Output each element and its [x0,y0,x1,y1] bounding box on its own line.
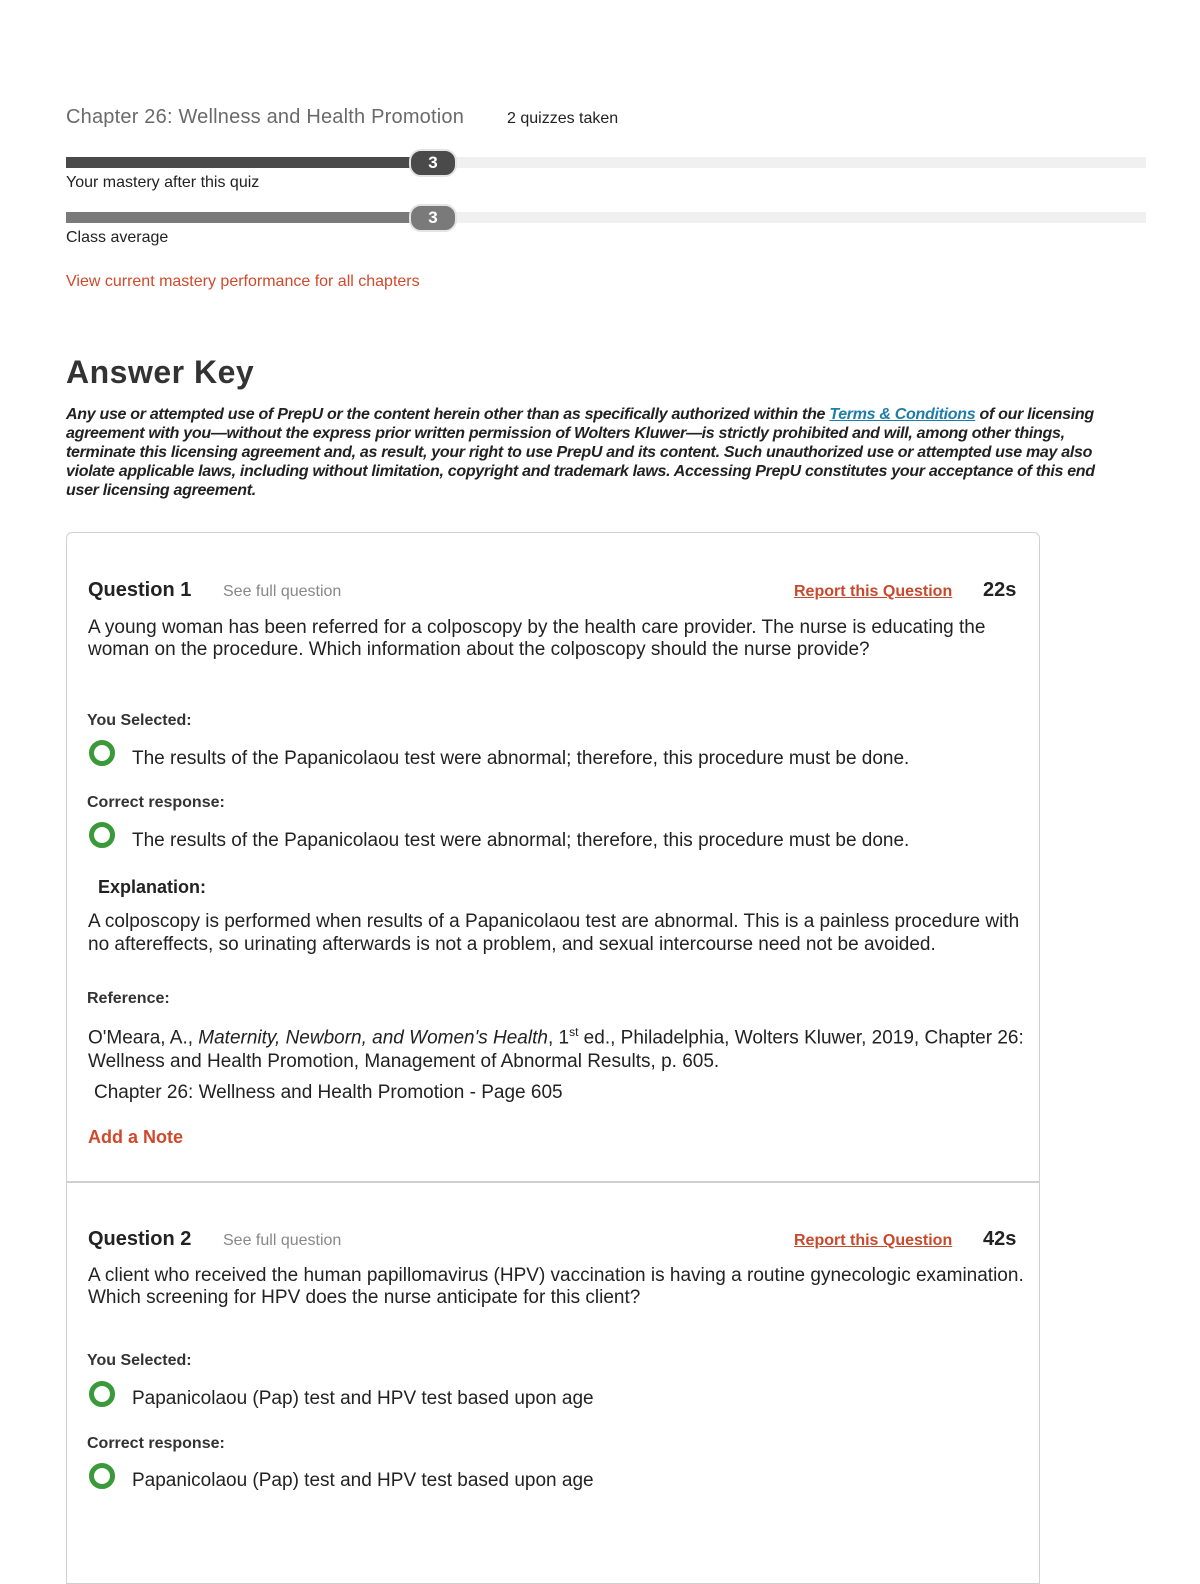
correct-circle-icon [89,740,115,766]
view-mastery-link[interactable]: View current mastery performance for all chapters [66,273,420,290]
question-text: A young woman has been referred for a colposcopy by the health care provider. The nurse is educating the woman on the procedure. Which information about the colposcopy should the nurse provide? [88,617,986,660]
correct-response-label: Correct response: [87,794,225,811]
legal-text-end: of our licensing agreement with you—without the express prior written permission of Wolters Kluwer—is strictly prohibited and will, among other things, terminate this licensing agreement and, as result, your right to use PrepU and its content. Such unauthorized use or attempted use may also violate applicable laws, including without limitation, copyright and trademark laws. Accessing PrepU constitutes your acceptance of this end user licensing agreement. [66,406,1095,499]
question-time: 22s [983,579,1017,601]
reference-label: Reference: [87,990,170,1007]
correct-circle-icon [89,822,115,848]
question-card [66,532,1040,1182]
see-full-question-link[interactable]: See full question [223,583,342,600]
legal-notice [66,405,1126,500]
you-selected-label: You Selected: [87,1352,192,1369]
question-text: A client who received the human papillomavirus (HPV) vaccination is having a routine gynecologic examination. Which screening for HPV does the nurse anticipate for this client? [88,1265,1024,1308]
reference-book: Maternity, Newborn, and Women's Health [198,1027,548,1049]
class-average-label: Class average [66,229,169,246]
reference-details: ed., Philadelphia, Wolters Kluwer, 2019, Chapter 26: Wellness and Health Promotion, Management of Abnormal Results, p. 605. [88,1027,1024,1073]
mastery-bar [66,153,1146,172]
mastery-label: Your mastery after this quiz [66,174,260,191]
explanation-label: Explanation: [98,877,207,897]
correct-circle-icon [89,1381,115,1407]
chapter-title: Chapter 26: Wellness and Health Promotion [66,106,465,128]
correct-answer: The results of the Papanicolaou test were abnormal; therefore, this procedure must be done. [132,830,910,851]
reference-author: O'Meara, A., [88,1027,199,1049]
you-selected-label: You Selected: [87,712,192,729]
reference-text [88,1020,1028,1074]
quizzes-taken: 2 quizzes taken [507,110,619,127]
reference-edition: , 1 [547,1027,570,1049]
page-reference: Chapter 26: Wellness and Health Promotion - Page 605 [94,1082,563,1103]
class-average-bar [66,208,1146,227]
legal-text-start: Any use or attempted use of PrepU or the content herein other than as specifically authorized within the [66,406,830,423]
add-note-link[interactable]: Add a Note [88,1127,184,1147]
terms-link[interactable]: Terms & Conditions [829,406,976,423]
reference-edition-suffix: st [569,1025,579,1039]
correct-response-label: Correct response: [87,1435,225,1452]
question-card [66,1181,1040,1584]
selected-answer: The results of the Papanicolaou test were abnormal; therefore, this procedure must be done. [132,748,910,769]
report-question-link[interactable]: Report this Question [794,583,953,600]
mastery-badge: 3 [409,149,457,177]
correct-answer: Papanicolaou (Pap) test and HPV test based upon age [132,1470,594,1491]
selected-answer: Papanicolaou (Pap) test and HPV test based upon age [132,1388,594,1409]
question-time: 42s [983,1228,1017,1250]
question-title: Question 1 [88,579,192,601]
class-average-badge: 3 [409,204,457,232]
see-full-question-link[interactable]: See full question [223,1232,342,1249]
correct-circle-icon [89,1463,115,1489]
explanation-text: A colposcopy is performed when results of a Papanicolaou test are abnormal. This is a painless procedure with no aftereffects, so urinating afterwards is not a problem, and sexual intercourse need not be avoided. [88,911,1020,955]
question-title: Question 2 [88,1228,192,1250]
mastery-bar-fill [66,157,433,168]
answer-key-title: Answer Key [66,354,255,390]
class-average-bar-fill [66,212,433,223]
report-question-link[interactable]: Report this Question [794,1232,953,1249]
